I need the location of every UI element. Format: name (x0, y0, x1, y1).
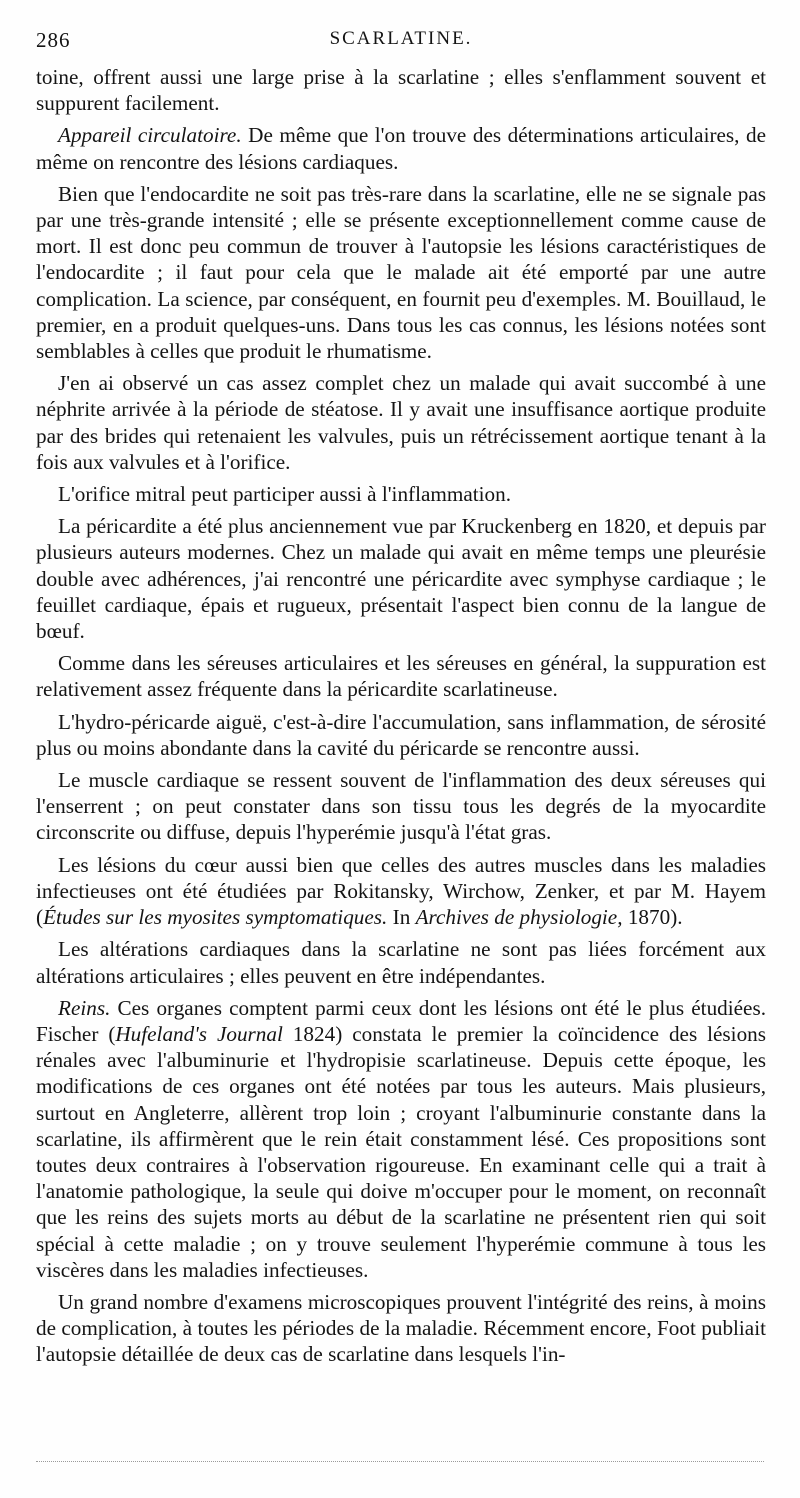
paragraph-pericardite (36, 513, 766, 644)
paragraph-text: Les altérations cardiaques dans la scarlatine ne sont pas liées forcément aux altérations articulaires ; elles peuvent en être indépendantes. (36, 937, 766, 988)
paragraph-reins (36, 995, 766, 1283)
paragraph-text: toine, offrent aussi une large prise à la scarlatine ; elles s'enflamment souvent et suppurent facilement. (36, 65, 766, 116)
footer-dotted-rule (36, 1461, 764, 1462)
body-text (36, 64, 766, 1368)
paragraph-text: Comme dans les séreuses articulaires et les séreuses en général, la suppuration est relativement assez fréquente dans la péricardite scarlatineuse. (36, 651, 766, 702)
paragraph-text: Ces organes comptent parmi ceux dont les lésions ont été le plus étudiées. Fischer ( (36, 995, 766, 1046)
citation-journal: Hufeland's Journal (115, 1021, 283, 1046)
paragraph-alterations-cardiaques (36, 936, 766, 988)
page-number: 286 (36, 28, 71, 52)
paragraph-text: In (387, 905, 416, 930)
paragraph-muscle-cardiaque (36, 767, 766, 846)
paragraph-text: Bien que l'endocardite ne soit pas très-rare dans la scarlatine, elle ne se signale pas par une très-grande intensité ; elle se présente exceptionnellement comme cause de mort. Il est donc peu commun de trouver à l'autopsie les lésions caractéristiques de l'endocardite ; il faut pour cela que le malade ait été emporté par une autre complication. La science, par conséquent, en fournit peu d'exemples. M. Bouillaud, le premier, en a produit quelques-uns. Dans tous les cas connus, les lésions notées sont semblables à celles que produit le rhumatisme. (36, 181, 766, 364)
paragraph-continuation (36, 64, 766, 116)
paragraph-text: 1824) constata le premier la coïncidence des lésions rénales avec l'albuminurie et l'hydropisie scarlatineuse. Depuis cette époque, les modifications de ces organes ont été notées par tous les auteurs. Mais plusieurs, surtout en Angleterre, allèrent trop loin ; croyant l'albuminurie constante dans la scarlatine, ils affirmèrent que le rein était constamment lésé. Ces propositions sont toutes deux contraires à l'observation rigoureuse. En examinant celle qui a trait à l'anatomie pathologique, la seule qui doive m'occuper pour le moment, on reconnaît que les reins des sujets morts au début de la scarlatine ne présentent rien qui soit spécial à cette maladie ; on y trouve seulement l'hyperémie commune à tous les viscères dans les maladies infectieuses. (36, 1021, 767, 1282)
running-title: SCARLATINE. (329, 28, 473, 49)
paragraph-text: 1870). (622, 905, 683, 930)
paragraph-orifice-mitral (36, 481, 766, 507)
paragraph-text: J'en ai observé un cas assez complet chez un malade qui avait succombé à une néphrite arrivée à la période de stéatose. Il y avait une insuffisance aortique produite par des brides qui retenaient les valvules, puis un rétrécissement aortique tenant à la fois aux valvules et à l'orifice. (36, 371, 766, 474)
paragraph-suppuration (36, 650, 766, 702)
paragraph-endocardite (36, 181, 766, 364)
section-heading-reins: Reins. (58, 995, 111, 1020)
citation-title: Études sur les myosites symptomatiques. (43, 905, 388, 930)
paragraph-text: L'hydro-péricarde aiguë, c'est-à-dire l'accumulation, sans inflammation, de sérosité plus ou moins abondante dans la cavité du péricarde se rencontre aussi. (36, 709, 766, 760)
paragraph-appareil-circulatoire (36, 122, 766, 174)
paragraph-text: De même que l'on trouve des déterminations articulaires, de même on rencontre des lésions cardiaques. (36, 123, 766, 174)
section-heading-appareil-circulatoire: Appareil circulatoire. (58, 123, 242, 148)
paragraph-text: L'orifice mitral peut participer aussi à l'inflammation. (58, 482, 512, 507)
citation-journal: Archives de physiologie, (415, 905, 623, 930)
paragraph-text: Les lésions du cœur aussi bien que celles des autres muscles dans les maladies infectieuses ont été étudiées par Rokitansky, Wirchow, Zenker, et par M. Hayem ( (36, 852, 766, 930)
paragraph-text: Un grand nombre d'examens microscopiques prouvent l'intégrité des reins, à moins de complication, à toutes les périodes de la maladie. Récemment encore, Foot publiait l'autopsie détaillée de deux cas de scarlatine dans lesquels l'in- (36, 1289, 766, 1367)
paragraph-lesions-coeur (36, 852, 766, 931)
page-header (36, 26, 766, 56)
paragraph-text: Le muscle cardiaque se ressent souvent de l'inflammation des deux séreuses qui l'enserrent ; on peut constater dans son tissu tous les degrés de la myocardite circonscrite ou diffuse, depuis l'hyperémie jusqu'à l'état gras. (36, 768, 766, 845)
paragraph-text: La péricardite a été plus anciennement vue par Kruckenberg en 1820, et depuis par plusieurs auteurs modernes. Chez un malade qui avait en même temps une pleurésie double avec adhérences, j'ai rencontré une péricardite avec symphyse cardiaque ; le feuillet cardiaque, épais et rugueux, présentait l'aspect bien connu de la langue de bœuf. (36, 514, 766, 644)
paragraph-cas-observe (36, 370, 766, 475)
paragraph-examens-microscopiques (36, 1289, 766, 1368)
paragraph-hydro-pericarde (36, 709, 766, 761)
